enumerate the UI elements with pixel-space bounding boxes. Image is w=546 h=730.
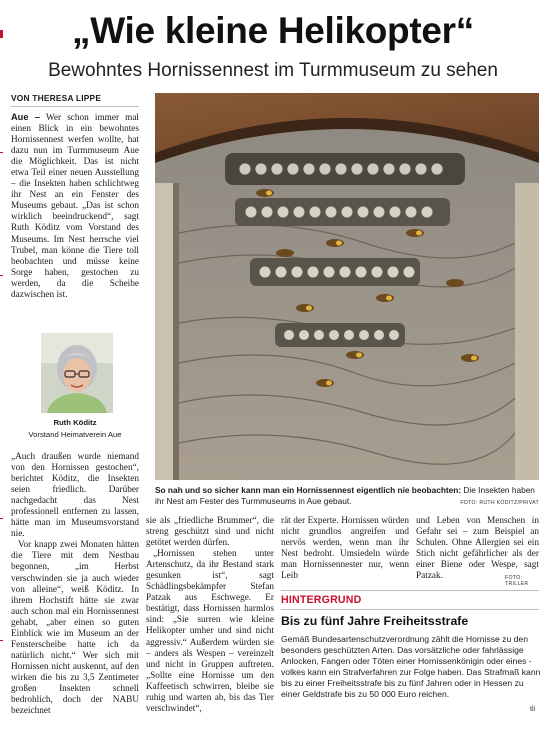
margin-mark <box>0 275 3 276</box>
headline: „Wie kleine Helikopter“ <box>72 10 474 51</box>
article-column-1 <box>11 112 139 328</box>
article-column-4 <box>416 516 539 580</box>
author-signature: tli <box>530 706 536 713</box>
subheadline: Bewohntes Hornissennest im Turmmuseum zu sehen <box>48 60 498 81</box>
paragraph: rät der Experte. Hornissen würden nicht grundlos angreifen und nervös werden, wenn man ihr Nest bedroht. Umsiedeln würde man Hornissennester nur, wenn Leib <box>281 516 409 580</box>
background-title: Bis zu fünf Jahre Freiheitsstrafe <box>281 614 469 628</box>
article-column-3 <box>281 516 409 580</box>
portrait-name: Ruth Köditz <box>53 418 97 427</box>
margin-mark <box>0 152 3 153</box>
byline: VON THERESA LIPPE <box>11 93 139 107</box>
paragraph: sie als „friedliche Brummer“, die streng geschützt sind und nicht getötet werden dürfen. <box>146 516 274 549</box>
article-column-2 <box>146 516 274 728</box>
margin-mark <box>0 640 3 641</box>
paragraph: und Leben von Menschen in Gefahr sei – zum Beispiel an Schulen. Ohne Allergien sei ein Stich nicht gefährlicher als der einer Biene oder Wespe, sagt Patzak. <box>416 516 539 580</box>
divider <box>281 609 539 610</box>
paragraph: „Auch draußen wurde niemand von den Hornissen gestochen“, berichtet Köditz, die Insekten seien friedlich. Darüber nachgedacht das Nest professionell entfernen zu lassen, hätte man im Museumsvorstand nie. <box>11 452 139 540</box>
margin-mark <box>0 518 3 519</box>
divider <box>281 590 539 591</box>
hornet-nest-photo <box>155 93 539 480</box>
photo-credit: FOTO: RUTH KÖDITZ/PRIVAT <box>460 499 539 506</box>
photo-caption <box>155 485 539 508</box>
portrait-photo <box>41 333 113 413</box>
paragraph: Wer schon immer mal einen Blick in ein bewohntes Hornissennest werfen wollte, hat dazu nun im Turmmuseum Aue die Möglichkeit. Das ist nicht etwa Teil einer neuen Ausstellung – die Insekten haben schlichtweg ihr Nest an ein Fenster des Museums gebaut. „Das ist schon wirklich beeindruckend“, sagt Ruth Köditz vom Vorstand des Museums. Im Nest herrsche viel Trubel, man könne die Tiere toll beobachten und müsse keine Sorge haben, gestochen zu werden, da die Scheibe dazwischen ist. <box>11 113 139 300</box>
caption-text: Die Insekten haben ihr Nest am Fester des Turmmuseums in Aue gebaut. <box>155 485 535 506</box>
background-text: Gemäß Bundesartenschutzverordnung zählt die Hornisse zu den besonders geschützten Arten. Das vorsätzliche oder fahrlässige Anlocken, Fangen oder Töten einer Hornissenkönigin oder eines -volkes kann ein Strafverfahren zur Folge haben. Das Strafmaß kann bis zu einer Freiheitsstrafe bis zu fünf Jahren oder in Hessen zu einer Geldstrafe bis zu 50 000 Euro reichen. <box>281 634 541 700</box>
paragraph: „Hornissen stehen unter Artenschutz, da ihr Bestand stark gesunken ist“, sagt Schädlingsbekämpfer Stefan Patzak aus Eschwege. Er bestätigt, dass Hornissen harmlos sind: „Sie surren wie kleine Helikopter umher und sind nicht aggressiv.“ Außerdem würden sie – anders als Wespen – vereinzelt und nicht in Gruppen auftreten. „Sollte eine Hornisse um den Kaffeetisch schwirren, bleibe sie ruhig und warten ab, bis das Tier verschwindet“, <box>146 549 274 714</box>
article-column-1-continued <box>11 452 139 727</box>
dateline: Aue – <box>11 112 40 122</box>
paragraph: Vor knapp zwei Monaten hätten die Tiere mit dem Nestbau begonnen, „im Herbst verschwinden sie ja auch wieder von alleine“, weiß Köditz. In ihrem Hochstift hätte sie zwar auch schon mal ein Hornissennest gehabt, „aber einen so guten Einblick wie im Museum an der Fensterscheibe hatte ich da natürlich nicht.“ Wer sich mit Hornissen nicht auskennt, auf den wirken die bis zu 3,5 Zentimeter großen Insekten schnell bedrohlich, doch der NABU bezeichnet <box>11 540 139 717</box>
portrait-role: Vorstand Heimatverein Aue <box>28 430 122 439</box>
caption-lead: So nah und so sicher kann man ein Hornissennest eigentlich nie beobachten: <box>155 485 462 495</box>
background-label: HINTERGRUND <box>281 594 362 606</box>
portrait-credit: FOTO: TRILLER <box>505 575 529 587</box>
